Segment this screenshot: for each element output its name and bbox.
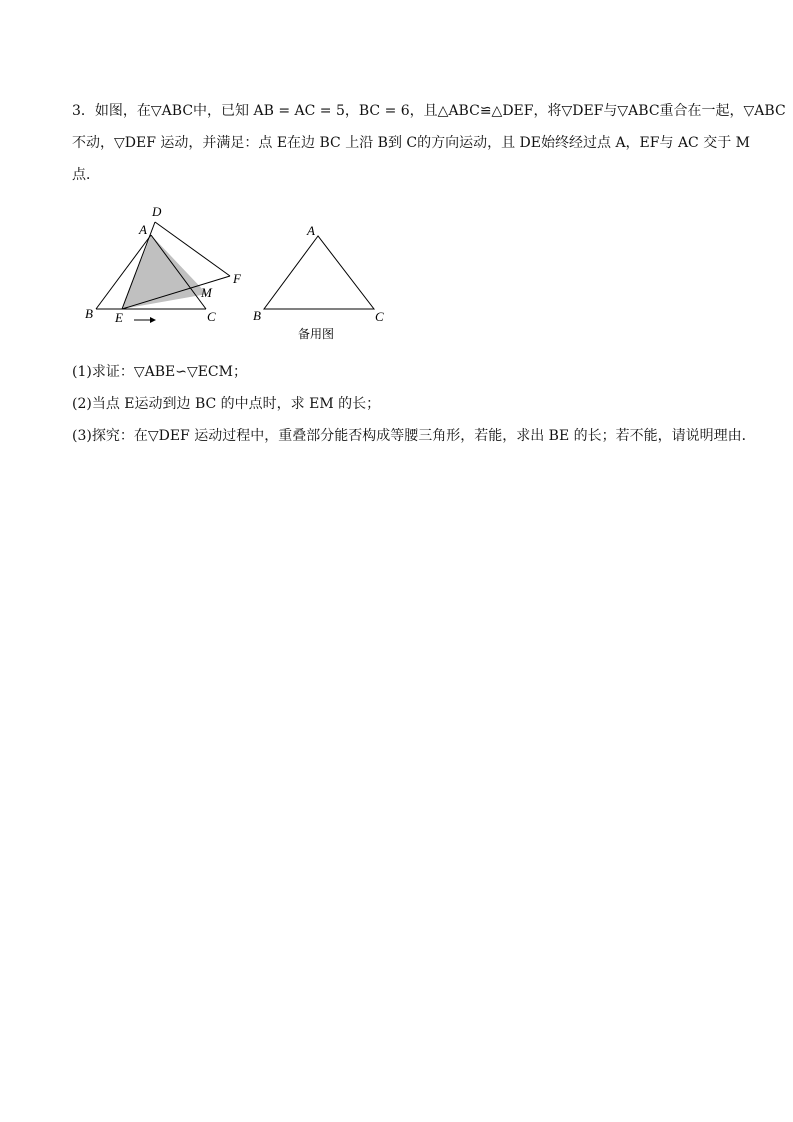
problem-statement-line-1: 3．如图，在▽ABC中，已知 AB = AC = 5，BC = 6，且△ABC≌△DEF，将▽DEF与▽ABC重合在一起，▽ABC: [72, 103, 786, 119]
label-b: B: [85, 306, 93, 321]
label-a: A: [139, 222, 147, 237]
geometry-figure: [82, 204, 402, 344]
label-m: M: [201, 285, 212, 300]
spare-figure-caption: 备用图: [298, 327, 335, 341]
label-d: D: [152, 204, 162, 219]
spare-label-c: C: [375, 309, 384, 324]
spare-label-a: A: [307, 223, 315, 238]
subquestion-2: (2)当点 E运动到边 BC 的中点时，求 EM 的长；: [72, 396, 381, 412]
subquestion-1: (1)求证：▽ABE∽▽ECM；: [72, 364, 247, 380]
motion-arrow-head: [150, 317, 156, 323]
label-f: F: [233, 271, 241, 286]
overlap-shaded-region: [122, 235, 207, 309]
label-c: C: [207, 309, 216, 324]
spare-label-b: B: [253, 308, 261, 323]
spare-triangle-abc: [264, 236, 374, 309]
problem-statement-line-2: 不动，▽DEF 运动，并满足：点 E在边 BC 上沿 B到 C的方向运动，且 DE始终经过点 A，EF与 AC 交于 M: [72, 135, 750, 151]
label-e: E: [115, 310, 123, 325]
subquestion-3: (3)探究：在▽DEF 运动过程中，重叠部分能否构成等腰三角形，若能，求出 BE 的长；若不能，请说明理由．: [72, 428, 756, 444]
problem-statement-line-3: 点．: [72, 167, 100, 183]
